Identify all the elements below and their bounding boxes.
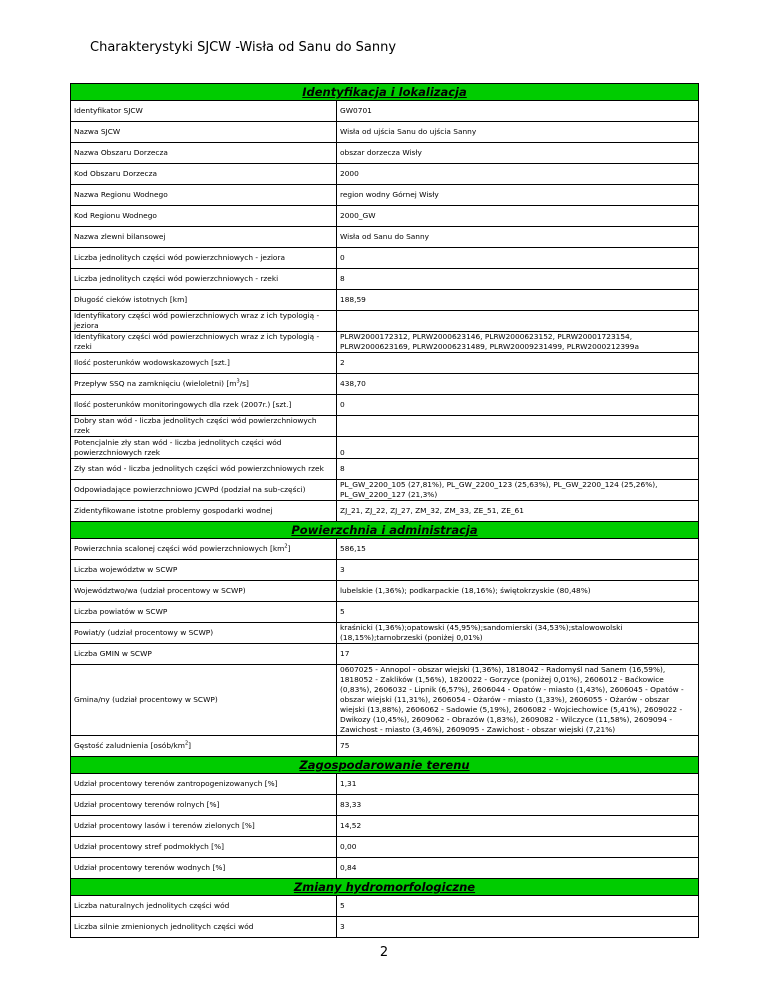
- row-label: [71, 560, 337, 581]
- row-label: [71, 736, 337, 757]
- row-label-text: Liczba jednolitych części wód powierzchniowych - rzeki: [74, 274, 279, 283]
- row-label: [71, 437, 337, 459]
- row-label: [71, 206, 337, 227]
- row-value: region wodny Górnej Wisły: [337, 185, 699, 206]
- table-row: [71, 816, 699, 837]
- table-row: [71, 101, 699, 122]
- row-value: 2000_GW: [337, 206, 699, 227]
- row-value: obszar dorzecza Wisły: [337, 143, 699, 164]
- row-value: 3: [337, 917, 699, 938]
- row-label-text: Zły stan wód - liczba jednolitych części wód powierzchniowych rzek: [74, 464, 324, 473]
- table-row: [71, 206, 699, 227]
- row-value: 14,52: [337, 816, 699, 837]
- row-label-text: Gęstość zaludnienia [osób/km: [74, 741, 185, 750]
- row-label: [71, 143, 337, 164]
- table-row: [71, 837, 699, 858]
- table-row: [71, 736, 699, 757]
- table-row: [71, 459, 699, 480]
- table-row: [71, 480, 699, 501]
- row-label-text: Identyfikatory części wód powierzchniowych wraz z ich typologią - rzeki: [74, 332, 320, 351]
- row-value: [337, 311, 699, 332]
- row-value: 83,33: [337, 795, 699, 816]
- row-label: [71, 896, 337, 917]
- row-label-text: Powiat/y (udział procentowy w SCWP): [74, 628, 214, 637]
- table-row: [71, 164, 699, 185]
- row-value: 0,00: [337, 837, 699, 858]
- table-row: [71, 290, 699, 311]
- section-header: [71, 757, 699, 774]
- row-label-text: Liczba powiatów w SCWP: [74, 607, 168, 616]
- row-label: [71, 164, 337, 185]
- table-row: [71, 560, 699, 581]
- row-value: 0,84: [337, 858, 699, 879]
- characteristics-table: [70, 83, 699, 938]
- row-label-text: Liczba jednolitych części wód powierzchniowych - jeziora: [74, 253, 286, 262]
- row-label-text: Udział procentowy stref podmokłych [%]: [74, 842, 224, 851]
- row-label: [71, 227, 337, 248]
- row-value: 0: [337, 437, 699, 459]
- table-row: [71, 665, 699, 736]
- row-label-text: Potencjalnie zły stan wód - liczba jednolitych części wód powierzchniowych rzek: [74, 437, 282, 457]
- row-label: [71, 539, 337, 560]
- row-label-text: Liczba GMIN w SCWP: [74, 649, 152, 658]
- row-label: [71, 122, 337, 143]
- row-label-suffix: /s]: [239, 379, 249, 388]
- row-value: 3: [337, 560, 699, 581]
- row-value: 5: [337, 602, 699, 623]
- row-label: [71, 623, 337, 644]
- row-label-text: Liczba województw w SCWP: [74, 565, 178, 574]
- row-label-text: Nazwa Regionu Wodnego: [74, 190, 168, 199]
- row-value: 2000: [337, 164, 699, 185]
- row-value: 75: [337, 736, 699, 757]
- row-value: PL_GW_2200_105 (27,81%), PL_GW_2200_123 (25,63%), PL_GW_2200_124 (25,26%), PL_GW_2200_127 (21,3%): [337, 480, 699, 501]
- row-label-text: Udział procentowy terenów rolnych [%]: [74, 800, 220, 809]
- table-row: [71, 501, 699, 522]
- row-value: 0607025 - Annopol - obszar wiejski (1,36%), 1818042 - Radomyśl nad Sanem (16,59%), 1818052 - Zaklików (1,56%), 1820022 - Gorzyce (poniżej 0,01%), 2606012 - Baćkowice (0,83%), 2606032 - Lipnik (6,57%), 2606044 - Opatów - miasto (1,43%), 2606045 - Opatów - obszar wiejski (11,31%), 2606054 - Ożarów - miasto (1,33%), 2606055 - Ożarów - obszar wiejski (13,88%), 2606062 - Sadowie (5,19%), 2606082 - Wojciechowice (5,41%), 2609022 - Dwikozy (10,45%), 2609062 - Obrazów (1,83%), 2609082 - Wilczyce (11,58%), 2609094 - Zawichost - miasto (3,46%), 2609095 - Zawichost - obszar wiejski (7,21%): [337, 665, 699, 736]
- row-label: [71, 774, 337, 795]
- table-row: [71, 539, 699, 560]
- row-value: kraśnicki (1,36%);opatowski (45,95%);sandomierski (34,53%);stalowowolski (18,15%);tarnobrzeski (poniżej 0,01%): [337, 623, 699, 644]
- document-title: Charakterystyki SJCW -Wisła od Sanu do Sanny: [90, 40, 397, 55]
- table-row: [71, 896, 699, 917]
- row-label: [71, 395, 337, 416]
- table-row: [71, 269, 699, 290]
- table-row: [71, 858, 699, 879]
- row-label-text: Ilość posterunków wodowskazowych [szt.]: [74, 358, 230, 367]
- row-value: 17: [337, 644, 699, 665]
- section-heading: Zmiany hydromorfologiczne: [293, 880, 476, 894]
- row-value: 0: [337, 395, 699, 416]
- row-label-text: Nazwa zlewni bilansowej: [74, 232, 166, 241]
- row-label: [71, 248, 337, 269]
- row-label: [71, 290, 337, 311]
- row-label-text: Udział procentowy terenów wodnych [%]: [74, 863, 226, 872]
- row-label-text: Ilość posterunków monitoringowych dla rzek (2007r.) [szt.]: [74, 400, 292, 409]
- row-label: [71, 269, 337, 290]
- row-label-text: Zidentyfikowane istotne problemy gospodarki wodnej: [74, 506, 273, 515]
- row-label-text: Identyfikatory części wód powierzchniowych wraz z ich typologią - jeziora: [74, 311, 320, 330]
- row-label: [71, 311, 337, 332]
- row-value: 8: [337, 459, 699, 480]
- row-label: [71, 917, 337, 938]
- table-row: [71, 917, 699, 938]
- row-label-text: Powierzchnia scalonej części wód powierzchniowych [km: [74, 544, 285, 553]
- row-label: [71, 858, 337, 879]
- row-label-text: Identyfikator SJCW: [74, 106, 143, 115]
- row-label-superscript: 2: [284, 543, 288, 550]
- row-label: [71, 459, 337, 480]
- row-label: [71, 416, 337, 437]
- row-value: 0: [337, 248, 699, 269]
- table-row: [71, 122, 699, 143]
- row-value: [337, 416, 699, 437]
- row-label-text: Dobry stan wód - liczba jednolitych części wód powierzchniowych rzek: [74, 416, 317, 435]
- table-row: [71, 374, 699, 395]
- section-heading: Identyfikacja i lokalizacja: [302, 85, 467, 99]
- row-label-suffix: ]: [188, 741, 192, 750]
- table-row: [71, 795, 699, 816]
- row-value: 586,15: [337, 539, 699, 560]
- row-label-text: Odpowiadające powierzchniowo JCWPd (podział na sub-części): [74, 485, 306, 494]
- row-value: 2: [337, 353, 699, 374]
- row-label-text: Przepływ SSQ na zamknięciu (wieloletni) [m: [74, 379, 237, 388]
- row-label-text: Gmina/ny (udział procentowy w SCWP): [74, 695, 218, 704]
- table-row: [71, 332, 699, 353]
- row-value: Wisła od ujścia Sanu do ujścia Sanny: [337, 122, 699, 143]
- row-value: GW0701: [337, 101, 699, 122]
- section-header: [71, 84, 699, 101]
- table-row: [71, 602, 699, 623]
- row-label-text: Nazwa Obszaru Dorzecza: [74, 148, 168, 157]
- table-row: [71, 581, 699, 602]
- section-heading: Powierzchnia i administracja: [291, 523, 478, 537]
- row-label: [71, 837, 337, 858]
- row-label: [71, 185, 337, 206]
- row-label: [71, 795, 337, 816]
- section-heading: Zagospodarowanie terenu: [299, 758, 470, 772]
- table-row: [71, 311, 699, 332]
- table-row: [71, 185, 699, 206]
- row-value: 8: [337, 269, 699, 290]
- section-header: [71, 522, 699, 539]
- row-value: 5: [337, 896, 699, 917]
- row-label-text: Kod Obszaru Dorzecza: [74, 169, 158, 178]
- row-label: [71, 101, 337, 122]
- row-label: [71, 602, 337, 623]
- table-row: [71, 227, 699, 248]
- row-label-text: Liczba naturalnych jednolitych części wód: [74, 901, 230, 910]
- row-label-text: Długość cieków istotnych [km]: [74, 295, 188, 304]
- row-label: [71, 665, 337, 736]
- table-row: [71, 644, 699, 665]
- row-label: [71, 816, 337, 837]
- row-label-text: Województwo/wa (udział procentowy w SCWP): [74, 586, 246, 595]
- row-label: [71, 644, 337, 665]
- row-label: [71, 501, 337, 522]
- row-value: PLRW2000172312, PLRW2000623146, PLRW2000623152, PLRW20001723154, PLRW2000623169, PLRW20006231489, PLRW20009231499, PLRW2000212399a: [337, 332, 699, 353]
- row-label: [71, 480, 337, 501]
- row-label-text: Liczba silnie zmienionych jednolitych części wód: [74, 922, 254, 931]
- row-label: [71, 374, 337, 395]
- row-label: [71, 581, 337, 602]
- table-row: [71, 416, 699, 437]
- table-row: [71, 353, 699, 374]
- section-header: [71, 879, 699, 896]
- row-value: 188,59: [337, 290, 699, 311]
- row-label: [71, 353, 337, 374]
- row-label-text: Udział procentowy terenów zantropogenizowanych [%]: [74, 779, 278, 788]
- row-value: lubelskie (1,36%); podkarpackie (18,16%); świętokrzyskie (80,48%): [337, 581, 699, 602]
- row-label-superscript: 3: [236, 378, 240, 385]
- table-row: [71, 248, 699, 269]
- table-row: [71, 437, 699, 459]
- row-label: [71, 332, 337, 353]
- row-label-superscript: 2: [184, 740, 189, 747]
- table-row: [71, 143, 699, 164]
- row-value: 1,31: [337, 774, 699, 795]
- page-number: 2: [379, 945, 389, 960]
- row-label-suffix: ]: [287, 544, 291, 553]
- row-label-text: Kod Regionu Wodnego: [74, 211, 157, 220]
- row-value: Wisła od Sanu do Sanny: [337, 227, 699, 248]
- table-row: [71, 395, 699, 416]
- table-row: [71, 774, 699, 795]
- row-value: ZJ_21, ZJ_22, ZJ_27, ZM_32, ZM_33, ZE_51, ZE_61: [337, 501, 699, 522]
- table-row: [71, 623, 699, 644]
- row-label-text: Nazwa SJCW: [74, 127, 121, 136]
- row-label-text: Udział procentowy lasów i terenów zielonych [%]: [74, 821, 255, 830]
- row-value: 438,70: [337, 374, 699, 395]
